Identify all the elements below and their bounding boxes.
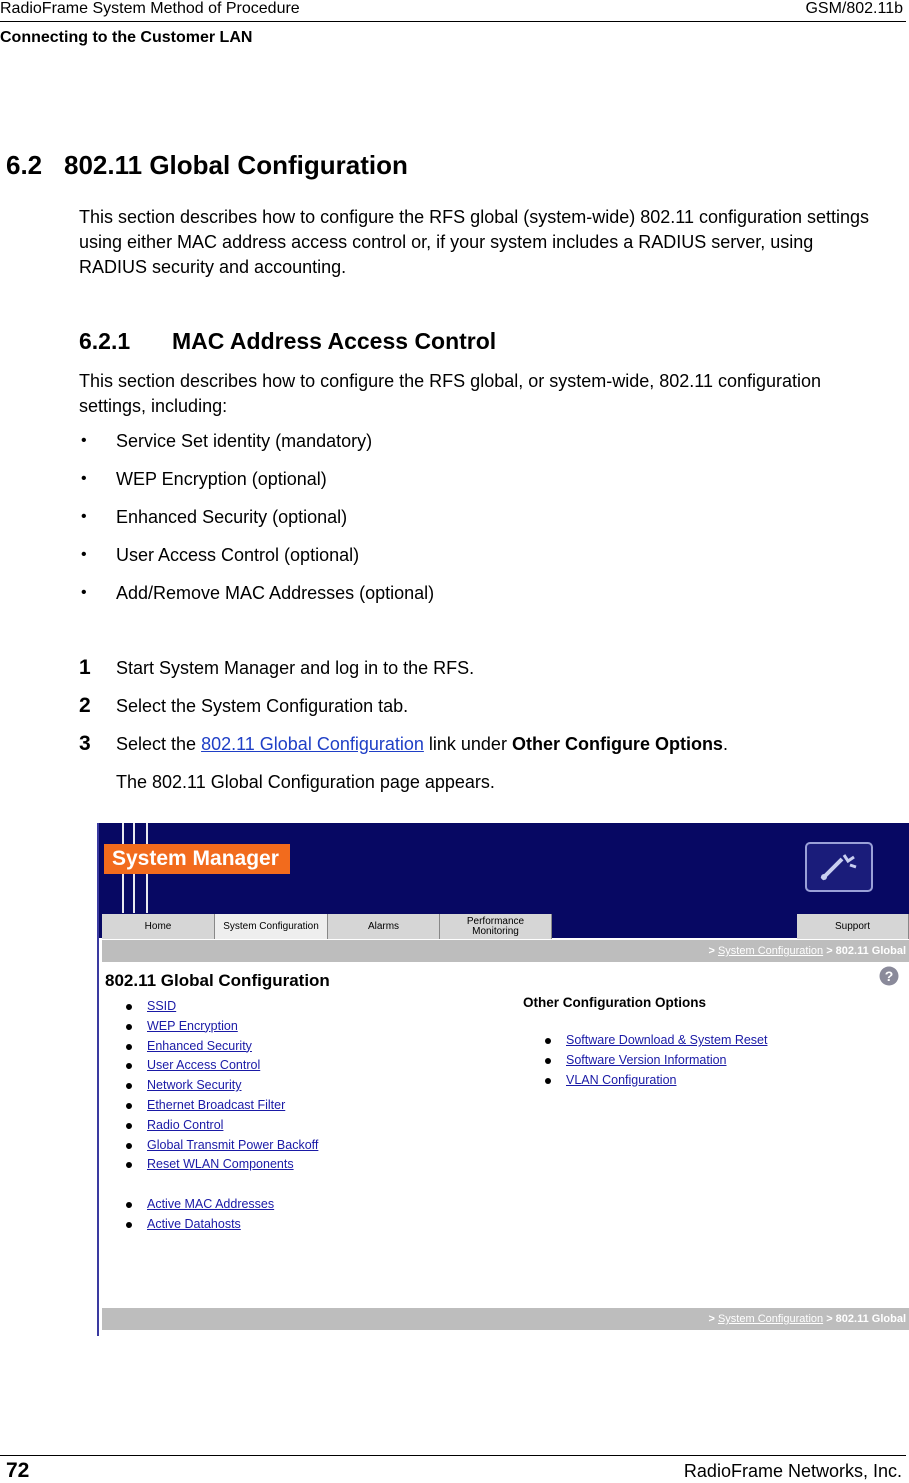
- chapter-title: Connecting to the Customer LAN: [0, 29, 253, 46]
- subsection-title: MAC Address Access Control: [172, 328, 497, 354]
- subsection-heading: [79, 328, 496, 355]
- footer-rule: [0, 1455, 906, 1456]
- section-title: 802.11 Global Configuration: [64, 150, 408, 180]
- config-nav-list: [119, 997, 318, 1235]
- list-item: [119, 1096, 318, 1116]
- active-mac-addresses-link[interactable]: Active MAC Addresses: [147, 1196, 275, 1211]
- list-item: [539, 1051, 767, 1071]
- tab-alarms[interactable]: Alarms: [328, 914, 440, 939]
- running-header-title: RadioFrame System Method of Procedure: [0, 0, 300, 17]
- section-number: 6.2: [6, 150, 43, 180]
- list-item: [539, 1071, 767, 1091]
- procedure-steps: [79, 655, 728, 795]
- other-options-title: Other Configuration Options: [523, 995, 706, 1010]
- list-item: [119, 1195, 318, 1215]
- subsection-intro: This section describes how to configure the RFS global, or system-wide, 802.11 configuration settings, including:: [79, 371, 822, 416]
- list-item: [539, 1031, 767, 1051]
- global-transmit-power-backoff-link[interactable]: Global Transmit Power Backoff: [147, 1137, 319, 1152]
- tab-home[interactable]: Home: [102, 914, 215, 939]
- software-version-link[interactable]: Software Version Information: [566, 1052, 727, 1067]
- section-heading: [6, 150, 408, 181]
- list-item: [119, 1056, 318, 1076]
- user-access-control-link[interactable]: User Access Control: [147, 1058, 261, 1073]
- tab-support[interactable]: Support: [797, 914, 909, 939]
- breadcrumb-link[interactable]: System Configuration: [717, 945, 824, 957]
- software-download-link[interactable]: Software Download & System Reset: [566, 1033, 768, 1047]
- settings-list: [79, 427, 434, 617]
- ssid-link[interactable]: SSID: [147, 999, 177, 1013]
- step-text-bold: Other Configure Options: [511, 734, 723, 754]
- wep-encryption-link[interactable]: WEP Encryption: [147, 1018, 238, 1033]
- other-options-list: [539, 1031, 767, 1090]
- list-item: [119, 1215, 318, 1235]
- step-result: The 802.11 Global Configuration page appears.: [116, 772, 495, 792]
- header-rule: [0, 21, 906, 22]
- breadcrumb-bottom: [102, 1308, 909, 1330]
- procedure-step: [79, 731, 728, 769]
- breadcrumb: [102, 940, 909, 962]
- step-number: 2: [79, 694, 91, 717]
- list-item: [119, 1116, 318, 1136]
- system-manager-screenshot: [97, 823, 909, 1336]
- radio-control-link[interactable]: Radio Control: [147, 1117, 224, 1132]
- tab-system-configuration[interactable]: System Configuration: [215, 914, 328, 939]
- step-number: 3: [79, 732, 91, 755]
- step-text-pre: Select the: [116, 734, 202, 754]
- company-name: RadioFrame Networks, Inc.: [683, 1461, 902, 1481]
- list-item: [119, 1017, 318, 1037]
- breadcrumb-current: > 802.11 Global: [823, 1313, 906, 1325]
- svg-text:?: ?: [884, 968, 894, 984]
- vlan-configuration-link[interactable]: VLAN Configuration: [566, 1072, 677, 1087]
- step-text: Select the System Configuration tab.: [116, 696, 409, 716]
- ethernet-broadcast-filter-link[interactable]: Ethernet Broadcast Filter: [147, 1097, 286, 1112]
- section-intro: This section describes how to configure the RFS global (system-wide) 802.11 configuration settings using either MAC address access control or, if your system includes a RADIUS server, using RADIUS security and accounting.: [79, 207, 870, 277]
- list-item: [119, 1155, 318, 1175]
- radioframe-icon: [804, 841, 874, 893]
- tab-label-line: Performance: [466, 916, 525, 927]
- breadcrumb-link[interactable]: System Configuration: [717, 1313, 824, 1325]
- breadcrumb-current: > 802.11 Global: [823, 945, 906, 957]
- global-config-link[interactable]: 802.11 Global Configuration: [201, 734, 424, 754]
- list-item: • WEP Encryption (optional): [79, 465, 434, 503]
- running-header-product: GSM/802.11b: [805, 0, 903, 17]
- page-number: 72: [6, 1459, 30, 1482]
- list-item: [119, 997, 318, 1017]
- step-text-post: .: [722, 734, 728, 754]
- reset-wlan-components-link[interactable]: Reset WLAN Components: [147, 1157, 294, 1172]
- help-icon[interactable]: [879, 966, 899, 986]
- list-item: • Service Set identity (mandatory): [79, 427, 434, 465]
- list-item: [119, 1076, 318, 1096]
- subsection-number: 6.2.1: [79, 328, 131, 354]
- list-item: • Add/Remove MAC Addresses (optional): [79, 579, 434, 617]
- step-text: Start System Manager and log in to the RFS.: [116, 658, 475, 678]
- enhanced-security-link[interactable]: Enhanced Security: [147, 1038, 252, 1053]
- network-security-link[interactable]: Network Security: [147, 1078, 242, 1093]
- procedure-step: [79, 655, 728, 693]
- tab-label-line: Monitoring: [472, 926, 519, 937]
- step-text-mid: link under: [423, 734, 512, 754]
- tab-performance-monitoring[interactable]: [440, 914, 552, 939]
- step-number: 1: [79, 656, 91, 679]
- list-item: [119, 1136, 318, 1156]
- list-item: [119, 1037, 318, 1057]
- list-item: • Enhanced Security (optional): [79, 503, 434, 541]
- list-spacer: [119, 1175, 318, 1195]
- page-title: 802.11 Global Configuration: [105, 971, 330, 990]
- list-item: • User Access Control (optional): [79, 541, 434, 579]
- active-datahosts-link[interactable]: Active Datahosts: [147, 1216, 241, 1231]
- breadcrumb-prefix: >: [708, 945, 718, 957]
- system-manager-logo: System Manager: [104, 844, 290, 874]
- procedure-step: [79, 693, 728, 731]
- breadcrumb-prefix: >: [708, 1313, 718, 1325]
